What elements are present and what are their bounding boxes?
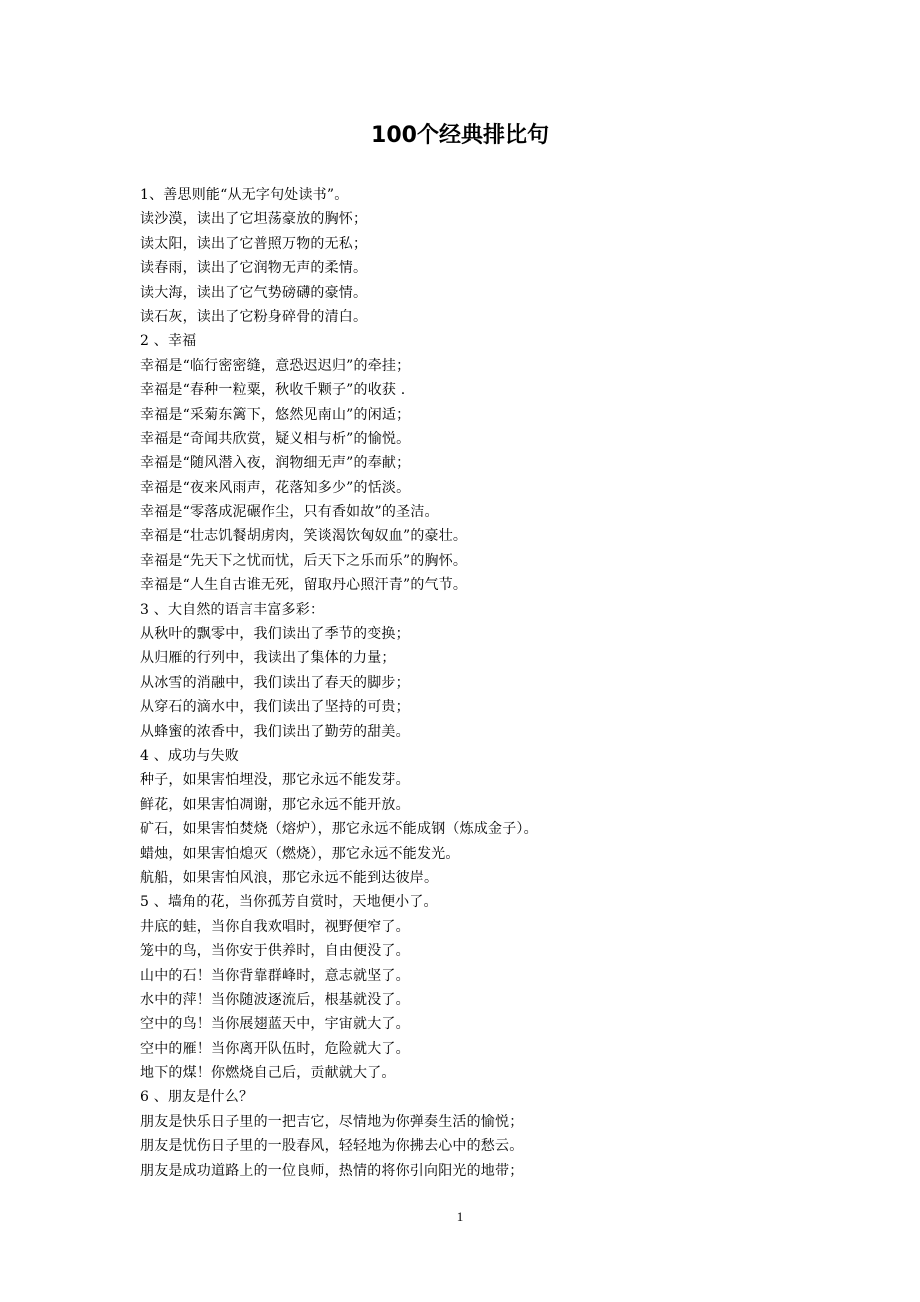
document-title: 100个经典排比句 [371, 123, 549, 148]
text-line: 幸福是“春种一粒粟，秋收千颗子”的收获 . [140, 382, 406, 399]
text-line: 4 、成功与失败 [140, 747, 239, 764]
text-line: 朋友是忧伤日子里的一股春风，轻轻地为你拂去心中的愁云。 [140, 1138, 524, 1155]
text-line: 从秋叶的飘零中，我们读出了季节的变换； [140, 626, 410, 643]
document-body [140, 183, 860, 1183]
text-line: 幸福是“随风潜入夜，润物细无声”的奉献； [140, 455, 411, 472]
page-number: 1 [456, 1209, 464, 1224]
text-line: 读春雨，读出了它润物无声的柔情。 [140, 260, 368, 277]
text-line: 从穿石的滴水中，我们读出了坚持的可贵； [140, 699, 410, 716]
text-line: 幸福是“临行密密缝，意恐迟迟归”的牵挂； [140, 357, 411, 374]
text-line: 地下的煤！你燃烧自己后，贡献就大了。 [140, 1065, 396, 1082]
text-line: 幸福是“先天下之忧而忧，后天下之乐而乐”的胸怀。 [140, 552, 468, 569]
text-line: 水中的萍！当你随波逐流后，根基就没了。 [140, 991, 410, 1008]
text-line: 读石灰，读出了它粉身碎骨的清白。 [140, 308, 368, 325]
text-line: 幸福是“人生自古谁无死，留取丹心照汗青”的气节。 [140, 577, 468, 594]
text-line: 种子，如果害怕埋没，那它永远不能发芽。 [140, 772, 410, 789]
text-line: 幸福是“夜来风雨声，花落知多少”的恬淡。 [140, 479, 411, 496]
text-line: 2 、幸福 [140, 333, 197, 350]
text-line: 井底的蛙，当你自我欢唱时，视野便窄了。 [140, 918, 410, 935]
text-line: 幸福是“奇闻共欣赏，疑义相与析”的愉悦。 [140, 430, 411, 447]
text-line: 幸福是“壮志饥餐胡虏肉，笑谈渴饮匈奴血”的豪壮。 [140, 528, 468, 545]
text-line: 1、善思则能“从无字句处读书”。 [140, 187, 349, 203]
text-line: 从蜂蜜的浓香中，我们读出了勤劳的甜美。 [140, 723, 410, 740]
text-line: 读太阳，读出了它普照万物的无私； [140, 235, 368, 252]
text-line: 蜡烛，如果害怕熄灭（燃烧），那它永远不能发光。 [140, 845, 460, 862]
text-line: 朋友是快乐日子里的一把吉它，尽情地为你弹奏生活的愉悦； [140, 1113, 524, 1130]
text-line: 5 、墙角的花，当你孤芳自赏时，天地便小了。 [140, 894, 438, 911]
text-line: 从归雁的行列中，我读出了集体的力量； [140, 650, 396, 667]
text-line: 3 、大自然的语言丰富多彩： [140, 601, 325, 618]
text-line: 读沙漠，读出了它坦荡豪放的胸怀； [140, 211, 368, 228]
text-line: 6 、朋友是什么？ [140, 1089, 254, 1106]
text-line: 幸福是“采菊东篱下，悠然见南山”的闲适； [140, 406, 411, 423]
text-line: 幸福是“零落成泥碾作尘，只有香如故”的圣洁。 [140, 504, 439, 521]
text-line: 空中的鸟！当你展翅蓝天中，宇宙就大了。 [140, 1016, 410, 1033]
text-line: 从冰雪的消融中，我们读出了春天的脚步； [140, 674, 410, 691]
text-line: 矿石，如果害怕焚烧（熔炉），那它永远不能成钢（炼成金子）。 [140, 821, 538, 838]
text-line: 朋友是成功道路上的一位良师，热情的将你引向阳光的地带； [140, 1162, 524, 1179]
text-line: 笼中的鸟，当你安于供养时，自由便没了。 [140, 943, 410, 960]
text-line: 读大海，读出了它气势磅礴的豪情。 [140, 284, 368, 301]
text-line: 空中的雁！当你离开队伍时，危险就大了。 [140, 1040, 410, 1057]
text-line: 山中的石！当你背靠群峰时，意志就坚了。 [140, 967, 410, 984]
text-line: 航船，如果害怕风浪，那它永远不能到达彼岸。 [140, 869, 439, 886]
text-line: 鲜花，如果害怕凋谢，那它永远不能开放。 [140, 796, 410, 813]
